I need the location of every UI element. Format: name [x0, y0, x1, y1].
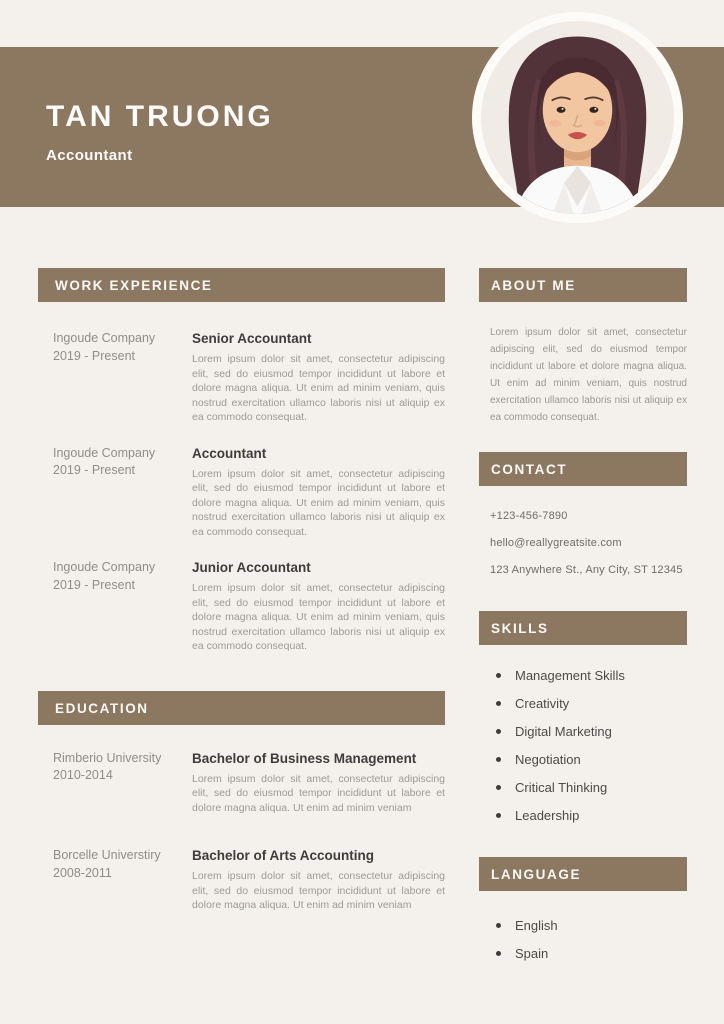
email-address: hello@reallygreatsite.com: [490, 537, 622, 549]
date-range: 2010-2014: [53, 768, 113, 782]
language-heading: LANGUAGE: [479, 857, 687, 891]
date-range: 2019 - Present: [53, 577, 135, 592]
degree-description: Lorem ipsum dolor sit amet, consectetur adipiscing elit, sed do eiusmod tempor incididunt ut labore et dolore magna aliqua. Ut enim ad minim veniam: [192, 870, 445, 911]
education-heading: EDUCATION: [38, 691, 445, 725]
language-section: [479, 857, 687, 960]
experience-body: [192, 330, 445, 425]
experience-meta: [53, 330, 192, 425]
language-list: [496, 919, 687, 960]
skills-heading: SKILLS: [479, 611, 687, 645]
school-name: Rimberio University: [53, 750, 162, 765]
work-experience-heading: WORK EXPERIENCE: [38, 268, 445, 302]
skill-label: Digital Marketing: [515, 724, 612, 739]
experience-body: [192, 559, 445, 654]
education-entry: [38, 847, 445, 913]
experience-meta: [53, 445, 192, 540]
role-description: Lorem ipsum dolor sit amet, consectetur adipiscing elit, sed do eiusmod tempor incididunt ut labore et dolore magna aliqua. Ut enim ad minim veniam, quis nostrud exercitation ullamco laboris nisi ut aliquip ex ea commodo consequat.: [192, 353, 445, 423]
education-body: [192, 847, 445, 913]
date-range: 2019 - Present: [53, 348, 135, 363]
bullet-icon: [496, 757, 501, 762]
language-label: Spain: [515, 946, 549, 961]
skill-item: [496, 669, 687, 682]
education-meta: [53, 750, 192, 816]
skill-item: [496, 753, 687, 766]
person-name: TAN TRUONG: [46, 100, 274, 133]
skills-list: [496, 669, 687, 822]
about-me-heading: ABOUT ME: [479, 268, 687, 302]
bullet-icon: [496, 923, 501, 928]
company-name: Ingoude Company: [53, 445, 156, 460]
bullet-icon: [496, 785, 501, 790]
school-name: Borcelle Universtiry: [53, 848, 161, 862]
education-section: [38, 691, 445, 913]
left-column: [38, 268, 445, 945]
date-range: 2008-2011: [53, 865, 112, 880]
profile-photo: [472, 12, 683, 223]
experience-entry: [38, 559, 445, 654]
about-me-text: Lorem ipsum dolor sit amet, consectetur adipiscing elit, sed do eiusmod tempor incididunt ut labore et dolore magna aliqua. Ut enim ad minim veniam, quis nostrud exercitation ullamco laboris nisi ut aliquip ex ea commodo consequat.: [490, 327, 687, 423]
experience-entry: [38, 445, 445, 540]
right-column: [479, 268, 687, 975]
skill-label: Management Skills: [515, 668, 625, 683]
skill-label: Critical Thinking: [515, 780, 608, 795]
contact-heading: CONTACT: [479, 452, 687, 486]
language-item: [496, 947, 687, 960]
skills-section: [479, 611, 687, 822]
role-title: Junior Accountant: [192, 560, 311, 575]
person-job-title: Accountant: [46, 147, 133, 164]
role-title: Accountant: [192, 445, 267, 461]
company-name: Ingoude Company: [53, 331, 156, 345]
portrait-illustration: [481, 21, 674, 214]
skill-item: [496, 781, 687, 794]
bullet-icon: [496, 951, 501, 956]
mailing-address: 123 Anywhere St., Any City, ST 12345: [490, 564, 683, 576]
role-description: Lorem ipsum dolor sit amet, consectetur adipiscing elit, sed do eiusmod tempor incididunt ut labore et dolore magna aliqua. Ut enim ad minim veniam, quis nostrud exercitation ullamco laboris nisi ut aliquip ex ea commodo consequat.: [192, 582, 445, 652]
skill-label: Leadership: [515, 808, 580, 823]
role-title: Senior Accountant: [192, 331, 312, 346]
experience-entry: [38, 330, 445, 425]
skill-label: Negotiation: [515, 752, 581, 767]
contact-list: [490, 510, 687, 577]
degree-title: Bachelor of Arts Accounting: [192, 848, 375, 863]
education-entry: [38, 750, 445, 816]
company-name: Ingoude Company: [53, 560, 156, 574]
skill-item: [496, 725, 687, 738]
education-body: [192, 750, 445, 816]
bullet-icon: [496, 729, 501, 734]
date-range: 2019 - Present: [53, 463, 135, 477]
bullet-icon: [496, 673, 501, 678]
bullet-icon: [496, 813, 501, 818]
degree-title: Bachelor of Business Management: [192, 750, 417, 766]
phone-number: +123-456-7890: [490, 510, 568, 522]
bullet-icon: [496, 701, 501, 706]
skill-item: [496, 809, 687, 822]
experience-body: [192, 445, 445, 540]
role-description: Lorem ipsum dolor sit amet, consectetur adipiscing elit, sed do eiusmod tempor incididunt ut labore et dolore magna aliqua. Ut enim ad minim veniam, quis nostrud exercitation ullamco laboris nisi ut aliquip ex ea commodo consequat.: [192, 467, 445, 538]
skill-item: [496, 697, 687, 710]
skill-label: Creativity: [515, 696, 570, 711]
contact-section: [479, 452, 687, 577]
identity-block: [46, 100, 274, 164]
experience-meta: [53, 559, 192, 654]
language-item: [496, 919, 687, 932]
language-label: English: [515, 918, 558, 933]
education-meta: [53, 847, 192, 913]
degree-description: Lorem ipsum dolor sit amet, consectetur adipiscing elit, sed do eiusmod tempor incididunt ut labore et dolore magna aliqua. Ut enim ad minim veniam: [192, 772, 445, 814]
